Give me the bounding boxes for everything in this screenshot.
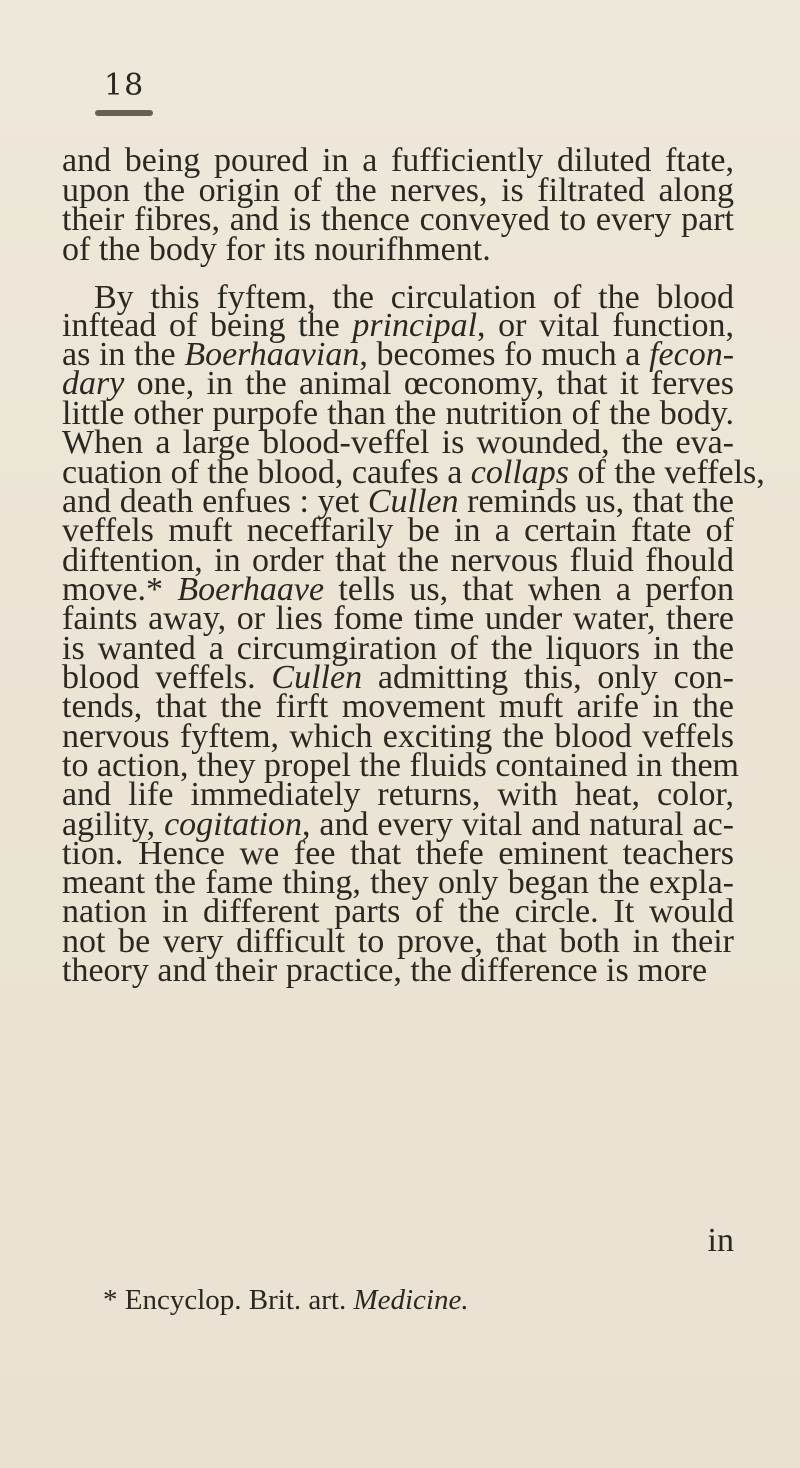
text-line — [62, 229, 734, 271]
text-run: tion. Hence we fee that thefe eminent teachers — [62, 835, 734, 872]
text-run: nation in different parts of the circle. It would — [62, 893, 734, 930]
text-run: By this fyftem, the circulation of the blood — [94, 279, 734, 316]
text-run: cuation of the blood, caufes a — [62, 454, 471, 491]
text-run: tells us, that when a perfon — [324, 571, 734, 608]
text-run: , becomes fo much a — [359, 336, 650, 373]
text-run: tends, that the firft movement muft arife in the — [62, 688, 734, 725]
text-run: and life immediately returns, with heat, color, — [62, 776, 734, 813]
italic-text: Cullen — [271, 659, 363, 696]
italic-text: collaps — [470, 454, 570, 491]
text-line — [62, 950, 734, 992]
text-run: meant the fame thing, they only began the expla- — [62, 864, 734, 901]
text-run: move.* — [62, 571, 178, 608]
italic-text: Cullen — [367, 483, 459, 520]
text-run: to action, they propel the fluids contained in them — [62, 747, 739, 784]
text-run: and death enfues : yet — [62, 483, 368, 520]
text-run: veffels muft neceffarily be in a certain ftate of — [62, 512, 734, 549]
text-run: one, in the animal œconomy, that it ferves — [124, 365, 734, 402]
text-run: reminds us, that the — [458, 483, 734, 520]
text-run: faints away, or lies fome time under water, there — [62, 600, 734, 637]
italic-text: principal — [352, 307, 478, 344]
text-run: upon the origin of the nerves, is filtrated along — [62, 172, 734, 209]
text-run: as in the — [62, 336, 185, 373]
text-run: blood veffels. — [62, 659, 272, 696]
text-run: of the body for its nourifhment. — [62, 231, 491, 268]
italic-text: Boerhaavian — [184, 336, 360, 373]
footnote — [103, 1284, 469, 1317]
text-run: theory and their practice, the difference is more — [62, 952, 708, 989]
text-run: inftead of being the — [62, 307, 353, 344]
text-run: agility, — [62, 806, 165, 843]
text-run: is wanted a circumgiration of the liquors in the — [62, 630, 734, 667]
text-run: their fibres, and is thence conveyed to every part — [62, 201, 734, 238]
text-run: admitting this, only con- — [362, 659, 734, 696]
text-run: not be very difficult to prove, that both in their — [62, 923, 734, 960]
italic-text: cogitation — [164, 806, 302, 843]
text-run: * Encyclop. Brit. art. — [103, 1284, 354, 1316]
page-number: 18 — [104, 68, 145, 103]
italic-text: Boerhaave — [177, 571, 325, 608]
italic-text: dary — [62, 365, 125, 402]
text-run: little other purpofe than the nutrition of the body. — [62, 395, 734, 432]
text-run: , or vital function, — [477, 307, 735, 344]
catchword: in — [707, 1222, 734, 1259]
italic-text: Medicine. — [353, 1284, 469, 1316]
text-run: diftention, in order that the nervous fluid fhould — [62, 542, 734, 579]
text-run: of the veffels, — [569, 454, 765, 491]
header-rule — [95, 110, 153, 116]
text-run: , and every vital and natural ac- — [301, 806, 735, 843]
text-run: and being poured in a fufficiently diluted ftate, — [62, 142, 734, 179]
text-run: When a large blood-veffel is wounded, the eva- — [62, 424, 734, 461]
text-run: nervous fyftem, which exciting the blood veffels — [62, 718, 734, 755]
italic-text: fecon- — [649, 336, 735, 373]
